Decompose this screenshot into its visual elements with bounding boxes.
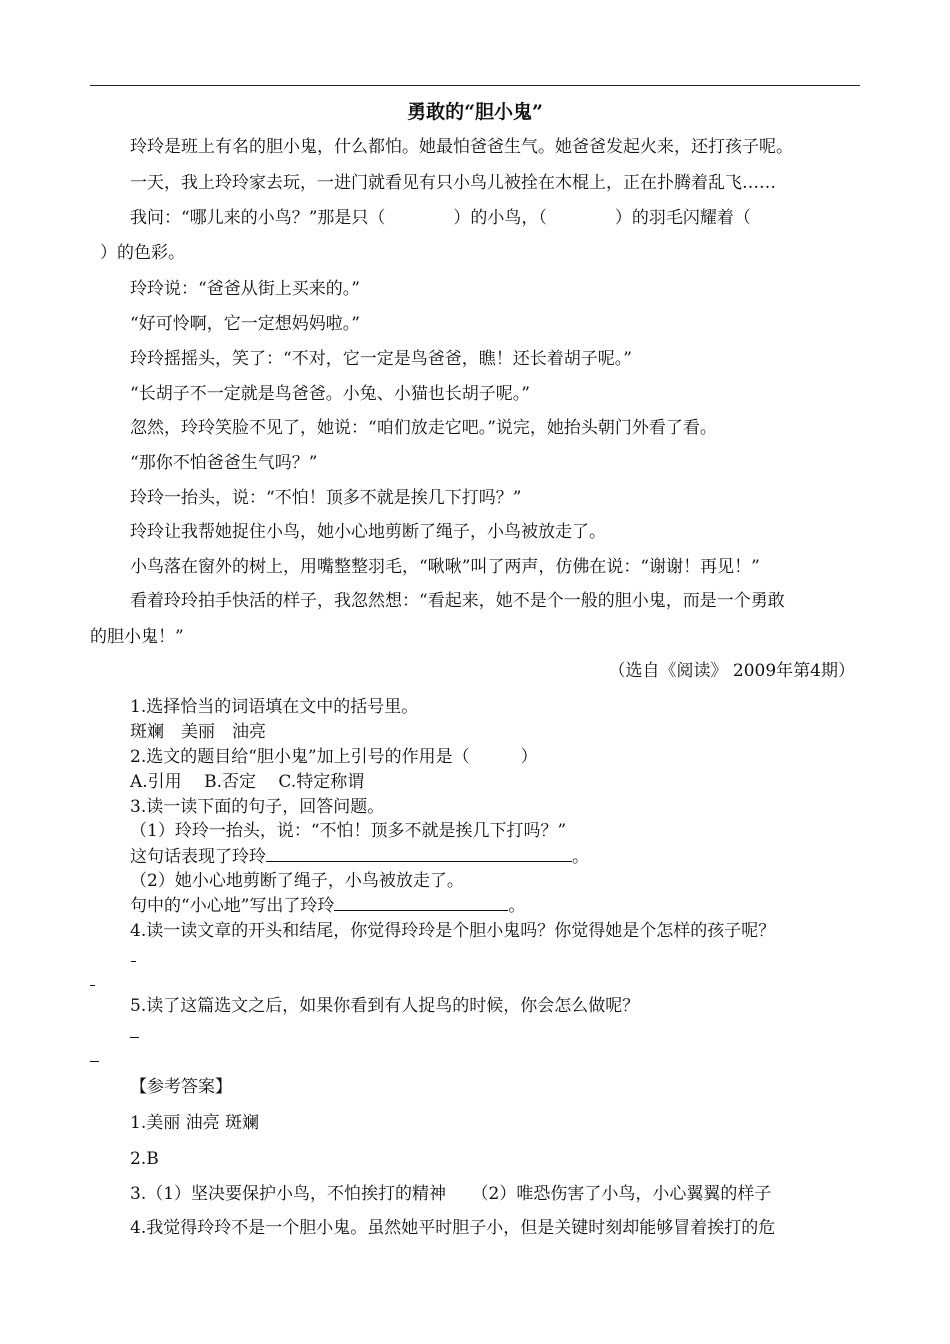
story-line: 我问：“哪儿来的小鸟？”那是只（ ）的小鸟，（ ）的羽毛闪耀着（ — [130, 208, 751, 228]
story-line: “那你不怕爸爸生气吗？” — [130, 453, 318, 473]
story-line: 小鸟落在窗外的树上，用嘴整整羽毛，“啾啾”叫了两声，仿佛在说：“谢谢！再见！” — [130, 557, 760, 577]
source-citation: （选自《阅读》 2009年第4期） — [608, 661, 855, 681]
answer-3: 3.（1）坚决要保护小鸟，不怕挨打的精神 （2）唯恐伤害了小鸟，小心翼翼的样子 — [130, 1184, 772, 1204]
answer-blank[interactable] — [266, 847, 572, 862]
story-line: 看着玲玲拍手快活的样子，我忽然想：“看起来，她不是个一般的胆小鬼，而是一个勇敢 — [130, 591, 785, 611]
story-line: 玲玲是班上有名的胆小鬼，什么都怕。她最怕爸爸生气。她爸爸发起火来，还打孩子呢。 — [130, 137, 793, 157]
story-line: 玲玲让我帮她捉住小鸟，她小心地剪断了绳子，小鸟被放走了。 — [130, 522, 606, 542]
header-rule — [90, 85, 860, 86]
question-5: 5.读了这篇选文之后，如果你看到有人捉鸟的时候，你会怎么做呢？ — [130, 996, 640, 1016]
question-3: 3.读一读下面的句子，回答问题。 — [130, 797, 385, 817]
period: 。 — [508, 896, 526, 916]
question-3-1: （1）玲玲一抬头，说：“不怕！顶多不就是挨几下打吗？” — [130, 821, 567, 841]
answer-4: 4.我觉得玲玲不是一个胆小鬼。虽然她平时胆子小，但是关键时刻却能够冒着挨打的危 — [130, 1218, 776, 1238]
story-line: “长胡子不一定就是鸟爸爸。小兔、小猫也长胡子呢。” — [130, 384, 530, 404]
story-line: 的胆小鬼！” — [90, 627, 184, 647]
question-2: 2.选文的题目给“胆小鬼”加上引号的作用是（ ） — [130, 747, 538, 767]
answer-line-mark[interactable] — [130, 1037, 139, 1038]
question-1-words: 斑斓 美丽 油亮 — [130, 722, 266, 742]
answers-heading: 【参考答案】 — [130, 1077, 232, 1097]
question-3-2: （2）她小心地剪断了绳子，小鸟被放走了。 — [130, 871, 464, 891]
story-line: 玲玲说：“爸爸从街上买来的。” — [130, 279, 360, 299]
question-3-2-prompt — [130, 895, 525, 917]
prompt-text: 这句话表现了玲玲 — [130, 847, 266, 867]
prompt-text: 句中的“小心地”写出了玲玲 — [130, 896, 335, 916]
answer-line-mark[interactable] — [90, 985, 95, 986]
story-line: 玲玲一抬头，说：“不怕！顶多不就是挨几下打吗？” — [130, 488, 522, 508]
question-4: 4.读一读文章的开头和结尾，你觉得玲玲是个胆小鬼吗？你觉得她是个怎样的孩子呢？ — [130, 921, 776, 941]
question-1: 1.选择恰当的词语填在文中的括号里。 — [130, 697, 419, 717]
story-line: 玲玲摇摇头，笑了：“不对，它一定是鸟爸爸，瞧！还长着胡子呢。” — [130, 349, 632, 369]
period: 。 — [572, 847, 589, 867]
question-2-options: A.引用 B.否定 C.特定称谓 — [130, 772, 365, 792]
page-title: 勇敢的“胆小鬼” — [407, 101, 543, 123]
question-3-1-prompt — [130, 846, 589, 868]
answer-blank[interactable] — [334, 896, 508, 911]
answer-line-mark[interactable] — [131, 961, 136, 962]
answer-line-mark[interactable] — [90, 1061, 99, 1062]
story-line: 忽然，玲玲笑脸不见了，她说：“咱们放走它吧。”说完，她抬头朝门外看了看。 — [130, 418, 717, 438]
story-line: 一天，我上玲玲家去玩，一进门就看见有只小鸟儿被拴在木棍上，正在扑腾着乱飞…… — [130, 173, 776, 193]
story-line: “好可怜啊，它一定想妈妈啦。” — [130, 314, 360, 334]
answer-1: 1.美丽 油亮 斑斓 — [130, 1113, 260, 1133]
answer-2: 2.B — [130, 1149, 159, 1169]
story-line: ）的色彩。 — [100, 243, 185, 263]
